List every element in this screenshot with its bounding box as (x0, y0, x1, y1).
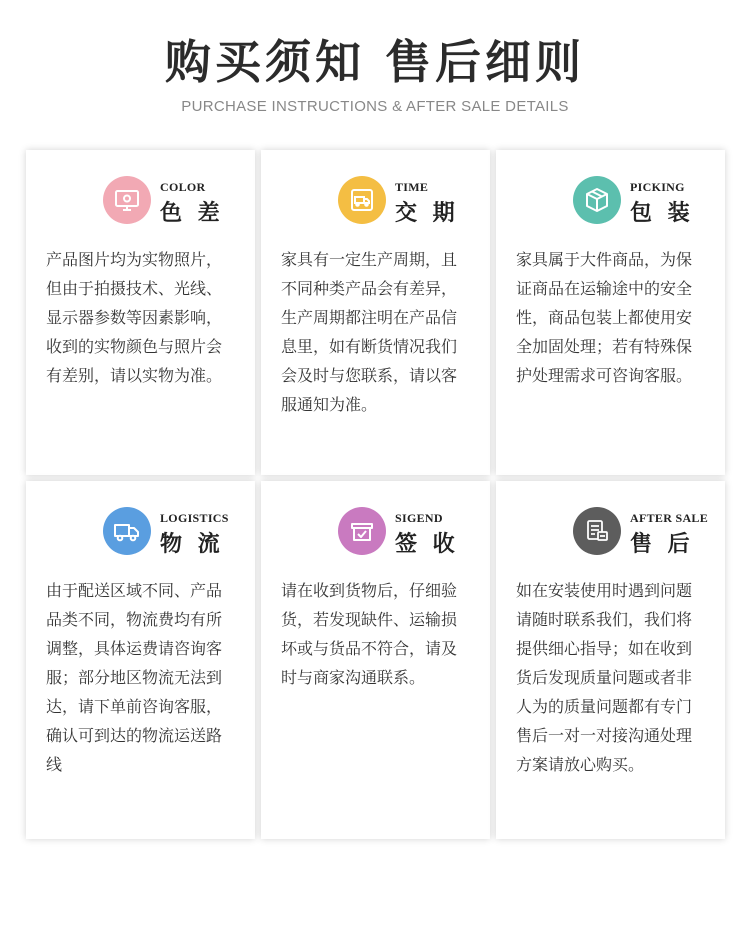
sign-box-icon (338, 507, 386, 555)
card-text: 家具有一定生产周期，且不同种类产品会有差异，生产周期都注明在产品信息里，如有断货情况我们会及时与您联系，请以客服通知为准。 (281, 250, 458, 414)
card-time (261, 150, 490, 475)
card-cn-label: 签 收 (395, 532, 459, 557)
card-cn-label: 包 装 (630, 201, 694, 226)
card-text: 如在安装使用时遇到问题请随时联系我们，我们将提供细心指导；如在收到货后发现质量问题或者非人为的质量问题都有专门售后一对一对接沟通处理方案请放心购买。 (516, 581, 693, 774)
card-en-label: SIGEND (395, 511, 443, 525)
card-en-label: AFTER SALE (630, 511, 709, 525)
package-box-icon (573, 176, 621, 224)
after-sale-icon (573, 507, 621, 555)
card-signed (261, 481, 490, 839)
page-subtitle: PURCHASE INSTRUCTIONS & AFTER SALE DETAILS (181, 98, 569, 115)
card-cn-label: 交 期 (395, 201, 459, 226)
card-en-label: TIME (395, 180, 429, 194)
page-title: 购买须知 售后细则 (164, 35, 585, 89)
logistics-truck-icon (103, 507, 151, 555)
card-after-sale (496, 481, 725, 839)
page-header (0, 30, 750, 115)
card-picking (496, 150, 725, 475)
card-en-label: LOGISTICS (160, 511, 229, 525)
monitor-icon (103, 176, 151, 224)
card-cn-label: 售 后 (630, 532, 694, 557)
delivery-truck-icon (338, 176, 386, 224)
card-text: 由于配送区域不同、产品品类不同，物流费均有所调整，具体运费请咨询客服；部分地区物流无法到达，请下单前咨询客服，确认可到达的物流运送路线 (46, 581, 223, 774)
card-cn-label: 物 流 (160, 532, 224, 557)
card-en-label: COLOR (160, 180, 206, 194)
card-text: 产品图片均为实物照片，但由于拍摄技术、光线、显示器参数等因素影响，收到的实物颜色与照片会有差别，请以实物为准。 (46, 250, 223, 385)
card-en-label: PICKING (630, 180, 685, 194)
card-text: 请在收到货物后，仔细验货，若发现缺件、运输损坏或与货品不符合，请及时与商家沟通联系。 (281, 581, 458, 687)
card-logistics (26, 481, 255, 839)
card-color (26, 150, 255, 475)
info-grid (26, 150, 725, 839)
card-text: 家具属于大件商品，为保证商品在运输途中的安全性，商品包装上都使用安全加固处理；若有特殊保护处理需求可咨询客服。 (516, 250, 693, 385)
card-cn-label: 色 差 (160, 201, 224, 226)
